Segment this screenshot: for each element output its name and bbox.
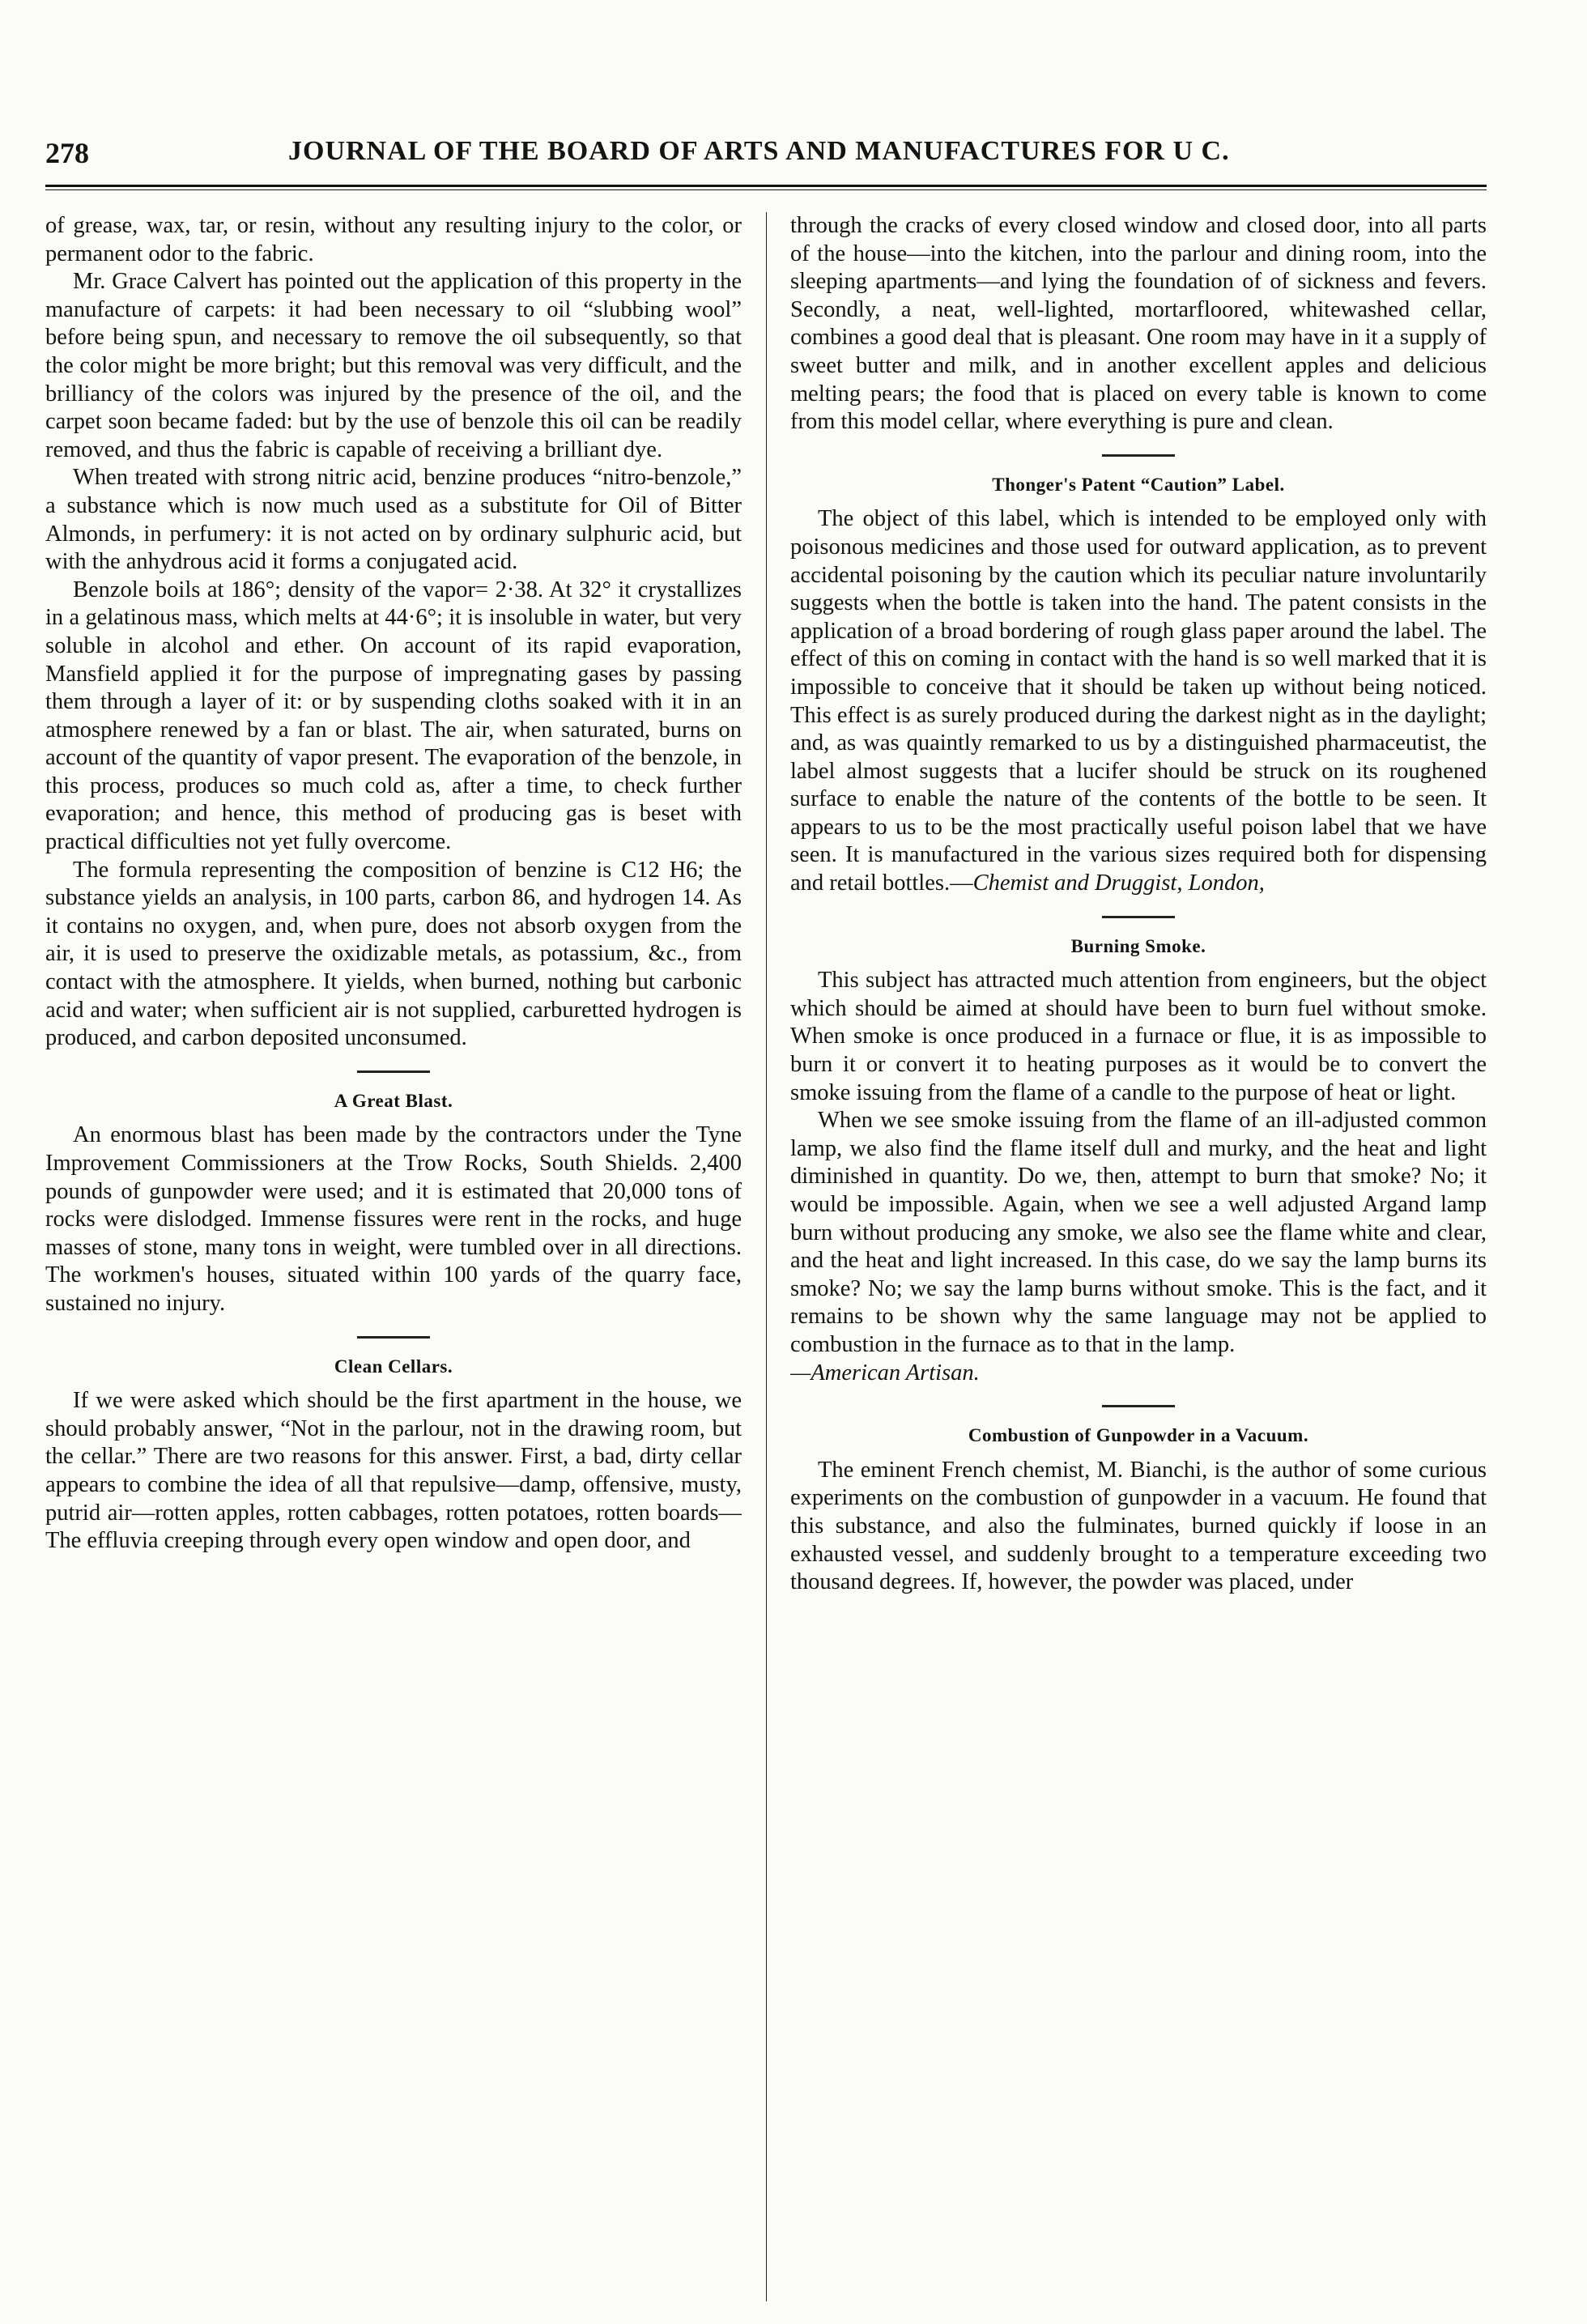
- page-number: 278: [45, 137, 89, 169]
- section-rule: [357, 1070, 430, 1073]
- paragraph: If we were asked which should be the first apartment in the house, we should probably answer, “Not in the parlour, not in the drawing room, but the cellar.” There are two reasons for this answer. First, a bad, dirty cellar appears to combine the idea of all that repulsive—damp, offensive, musty, putrid air—rotten apples, rotten cabbages, rotten potatoes, rotten boards—The effluvia creeping through every open window and open door, and: [45, 1388, 742, 1554]
- section-title: Thonger's Patent “Caution” Label.: [992, 474, 1285, 495]
- section-title: Clean Cellars.: [334, 1356, 453, 1377]
- paragraph: This subject has attracted much attention from engineers, but the object which should be aimed at should have been to burn fuel without smoke. When smoke is once produced in a furnace or flue, it is as impossible to burn it or convert it to heating purposes as it would be to convert the smoke issuing from the flame of a candle to the purpose of heat or light.: [790, 968, 1487, 1105]
- paragraph: through the cracks of every closed window and closed door, into all parts of the house—into the kitchen, into the parlour and dining room, into the sleeping apartments—and lying the foundation of of sickness and fevers. Secondly, a neat, well-lighted, mortarfloored, whitewashed cellar, combines a good deal that is pleasant. One room may have in it a supply of sweet butter and milk, and in another excellent apples and delicious melting pears; the food that is placed on every table is known to come from this model cellar, where everything is pure and clean.: [790, 213, 1487, 435]
- source-citation: Chemist and Druggist, London,: [972, 870, 1265, 896]
- paragraph: of grease, wax, tar, or resin, without any resulting injury to the color, or permanent odor to the fabric.: [45, 213, 742, 266]
- page-header: [45, 136, 1479, 185]
- paragraph: Mr. Grace Calvert has pointed out the application of this property in the manufacture of carpets: it had been necessary to oil “slubbing wool” before being spun, and necessary to remove the oil subsequently, so that the color might be more bright; but this removal was very difficult, and the brilliancy of the colors was injured by the presence of the oil, and the carpet soon became faded: but by the use of benzole this oil can be readily removed, and thus the fabric is capable of receiving a brilliant dye.: [45, 269, 742, 462]
- paragraph: When treated with strong nitric acid, benzine produces “nitro-benzole,” a substance which is now much used as a substitute for Oil of Bitter Almonds, in perfumery: it is not acted on by ordinary sulphuric acid, but with the anhydrous acid it forms a conjugated acid.: [45, 465, 742, 575]
- section-title: Combustion of Gunpowder in a Vacuum.: [968, 1425, 1309, 1446]
- section-rule: [1102, 1405, 1175, 1407]
- paragraph: [790, 505, 1487, 897]
- paragraph: The eminent French chemist, M. Bianchi, is the author of some curious experiments on the combustion of gunpowder in a vacuum. He found that this substance, and also the fulminates, burned quickly if loose in an exhausted vessel, and suddenly brought to a temperature exceeding two thousand degrees. If, however, the powder was placed, under: [790, 1457, 1487, 1595]
- left-column: [45, 212, 742, 2301]
- paragraph-text: The object of this label, which is intended to be employed only with poisonous medicines and those used for outward application, as to prevent accidental poisoning by the caution which its peculiar nature involuntarily suggests when the bottle is taken into the hand. The patent consists in the application of a broad bordering of rough glass paper around the label. The effect of this on coming in contact with the hand is so well marked that it is impossible to conceive that it should be taken up without being noticed. This effect is as surely produced during the darkest night as in the daylight; and, as was quaintly remarked to us by a distinguished pharmaceutist, the label almost suggests that a lucifer should be struck on its roughened surface to enable the nature of the contents of the bottle to be seen. It appears to us to be the most practically useful poison label that we have seen. It is manufactured in the various sizes required both for dispensing and retail bottles.—: [790, 506, 1487, 896]
- right-column: [790, 212, 1487, 2301]
- source-citation: —American Artisan.: [790, 1360, 980, 1385]
- running-title: JOURNAL OF THE BOARD OF ARTS AND MANUFACTURES FOR U C.: [288, 136, 1230, 166]
- section-title: Burning Smoke.: [1070, 935, 1206, 956]
- source-citation-line: [790, 1360, 1487, 1388]
- column-divider: [766, 212, 767, 2301]
- paragraph: Benzole boils at 186°; density of the vapor= 2·38. At 32° it crystallizes in a gelatinous mass, which melts at 44·6°; it is insoluble in water, but very soluble in alcohol and ether. On account of its rapid evaporation, Mansfield applied it for the purpose of impregnating gases by passing them through a layer of it: or by suspending cloths soaked with it in an atmosphere renewed by a fan or blast. The air, when saturated, burns on account of the quantity of vapor present. The evaporation of the benzole, in this process, produces so much cold as, after a time, to check further evaporation; and hence, this method of producing gas is beset with practical difficulties not yet fully overcome.: [45, 577, 742, 855]
- section-title: A Great Blast.: [334, 1090, 453, 1111]
- section-rule: [357, 1336, 430, 1339]
- section-rule: [1102, 454, 1175, 457]
- paragraph: The formula representing the composition of benzine is C12 H6; the substance yields an analysis, in 100 parts, carbon 86, and hydrogen 14. As it contains no oxygen, and, when pure, does not absorb oxygen from the air, it is used to preserve the oxidizable metals, as potassium, &c., from contact with the atmosphere. It yields, when burned, nothing but carbonic acid and water; when sufficient air is not supplied, carburetted hydrogen is produced, and carbon deposited unconsumed.: [45, 857, 742, 1051]
- header-double-rule: [45, 185, 1487, 190]
- section-rule: [1102, 916, 1175, 918]
- paragraph: An enormous blast has been made by the contractors under the Tyne Improvement Commissioners at the Trow Rocks, South Shields. 2,400 pounds of gunpowder were used; and it is estimated that 20,000 tons of rocks were dislodged. Immense fissures were rent in the rocks, and huge masses of stone, many tons in weight, were tumbled over in all directions. The workmen's houses, situated within 100 yards of the quarry face, sustained no injury.: [45, 1122, 742, 1316]
- paragraph: When we see smoke issuing from the flame of an ill-adjusted common lamp, we also find the flame itself dull and murky, and the heat and light diminished in quantity. Do we, then, attempt to burn that smoke? No; it would be impossible. Again, when we see a well adjusted Argand lamp burn without producing any smoke, we also see the flame white and clear, and the heat and light increased. In this case, do we say the lamp burns its smoke? No; we say the lamp burns without smoke. This is the fact, and it remains to be shown why the same language may not be applied to combustion in the furnace as to that in the lamp.: [790, 1108, 1487, 1357]
